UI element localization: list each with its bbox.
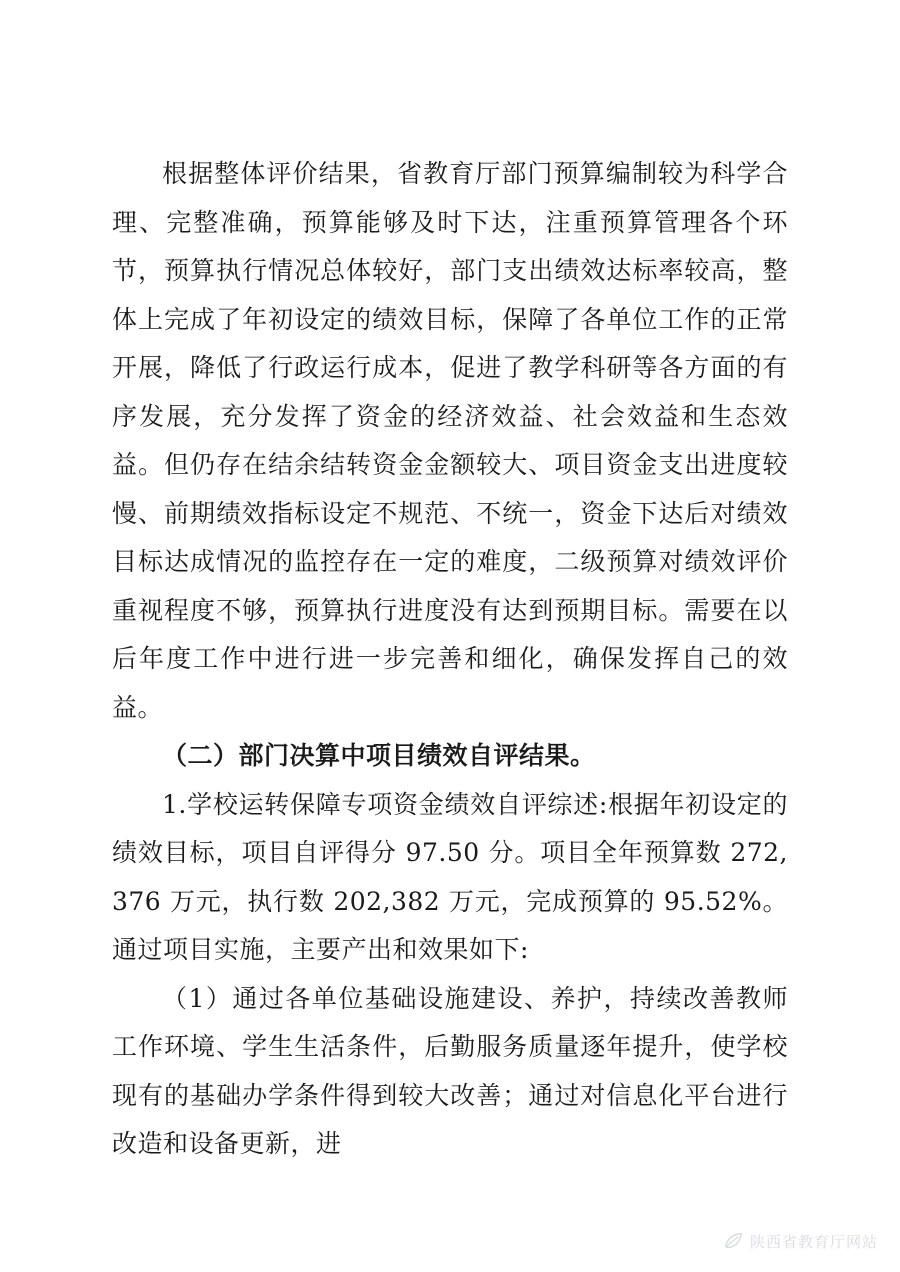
watermark-text: 陕西省教育厅网站	[749, 1232, 878, 1251]
section-heading-project-evaluation: （二）部门决算中项目绩效自评结果。	[162, 741, 596, 770]
paragraph-school-operation-fund: 1.学校运转保障专项资金绩效自评综述:根据年初设定的绩效目标，项目自评得分 97.50 分。项目全年预算数 272,376 万元，执行数 202,382 万元，完成预算的 95.52%。通过项目实施，主要产出和效果如下:	[112, 789, 788, 964]
paragraph-evaluation-summary: 根据整体评价结果，省教育厅部门预算编制较为科学合理、完整准确，预算能够及时下达，注重预算管理各个环节，预算执行情况总体较好，部门支出绩效达标率较高，整体上完成了年初设定的绩效目标，保障了各单位工作的正常开展，降低了行政运行成本，促进了教学科研等各方面的有序发展，充分发挥了资金的经济效益、社会效益和生态效益。但仍存在结余结转资金金额较大、项目资金支出进度较慢、前期绩效指标设定不规范、不统一，资金下达后对绩效目标达成情况的监控存在一定的难度，二级预算对绩效评价重视程度不够，预算执行进度没有达到预期目标。需要在以后年度工作中进行进一步完善和细化，确保发挥自己的效益。	[112, 159, 788, 722]
leaf-logo-icon	[722, 1230, 744, 1252]
paragraph-infrastructure-item-1: （1）通过各单位基础设施建设、养护，持续改善教师工作环境、学生生活条件，后勤服务质量逐年提升，使学校现有的基础办学条件得到较大改善；通过对信息化平台进行改造和设备更新，进	[112, 983, 788, 1158]
document-body	[112, 150, 788, 1169]
site-watermark	[722, 1230, 878, 1252]
